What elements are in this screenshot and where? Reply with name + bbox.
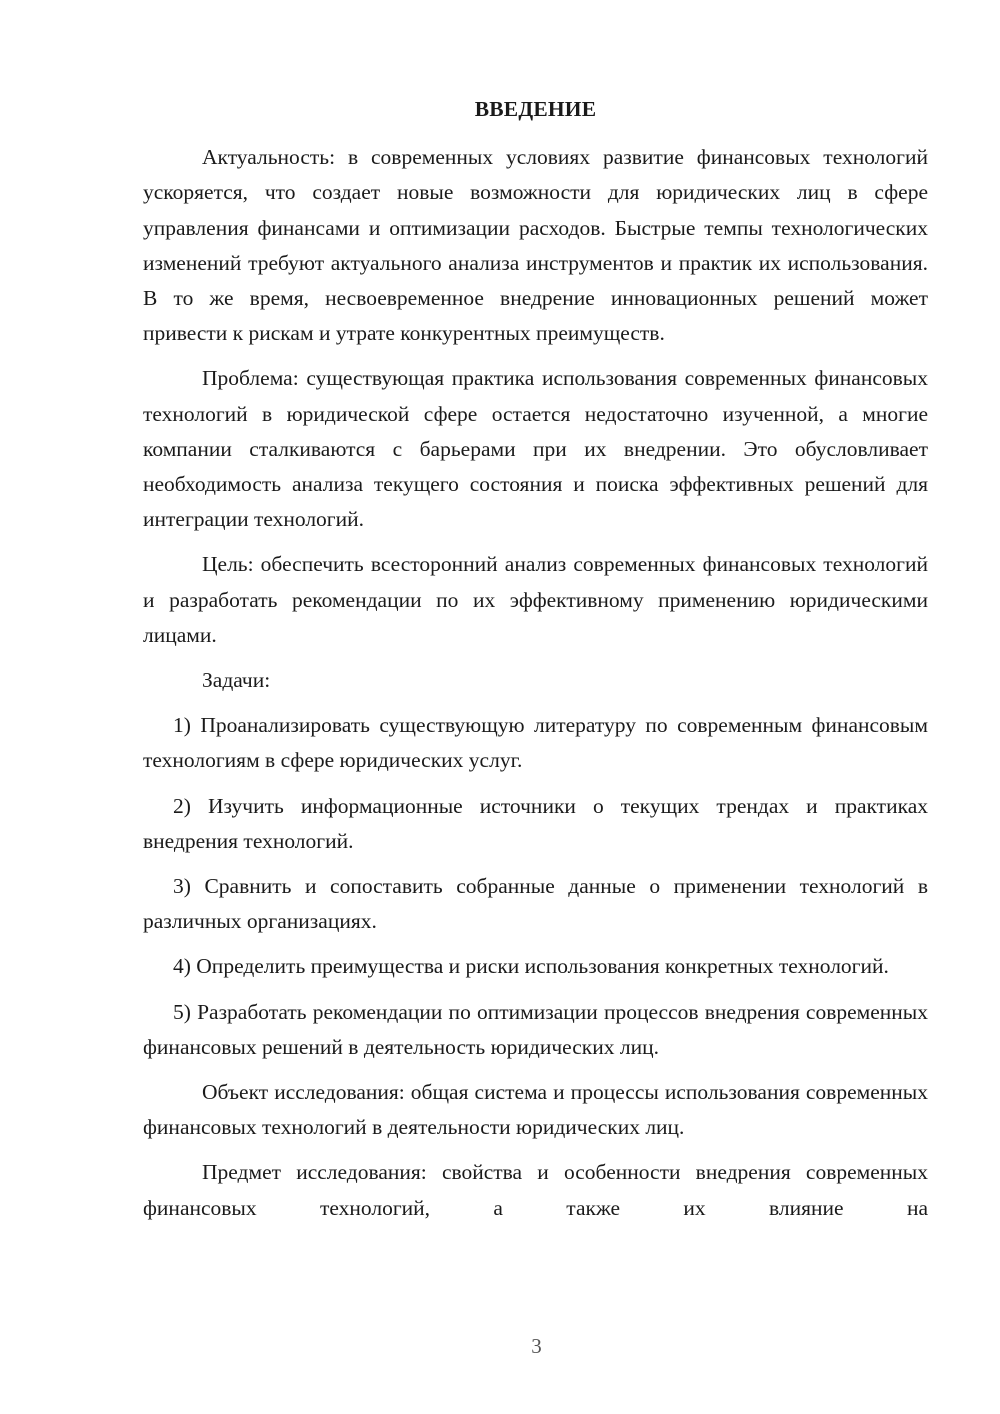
goal-paragraph: Цель: обеспечить всесторонний анализ современных финансовых технологий и разработать рекомендации по их эффективному применению юридическими лицами. xyxy=(143,552,928,647)
problem-paragraph: Проблема: существующая практика использования современных финансовых технологий в юридической сфере остается недостаточно изученной, а многие компании сталкиваются с барьерами при их внедрении. Это обусловливает необходимость анализа текущего состояния и поиска эффективных решений для интеграции технологий. xyxy=(143,366,928,532)
task-item: 4) Определить преимущества и риски использования конкретных технологий. xyxy=(173,954,889,979)
relevance-paragraph: Актуальность: в современных условиях развитие финансовых технологий ускоряется, что создает новые возможности для юридических лиц в сфере управления финансами и оптимизации расходов. Быстрые темпы технологических изменений требуют актуального анализа инструментов и практик их использования. В то же время, несвоевременное внедрение инновационных решений может привести к рискам и утрате конкурентных преимуществ. xyxy=(143,145,928,346)
page-number: 3 xyxy=(531,1334,542,1358)
task-item: 2) Изучить информационные источники о текущих трендах и практиках внедрения технологий. xyxy=(143,793,928,853)
section-title: ВВЕДЕНИЕ xyxy=(474,97,597,121)
subject-paragraph: Предмет исследования: свойства и особенности внедрения современных финансовых технологий, а также их влияние на xyxy=(143,1160,928,1220)
tasks-label: Задачи: xyxy=(202,668,271,693)
task-item: 5) Разработать рекомендации по оптимизации процессов внедрения современных финансовых решений в деятельность юридических лиц. xyxy=(143,999,928,1059)
object-paragraph: Объект исследования: общая система и процессы использования современных финансовых технологий в деятельности юридических лиц. xyxy=(143,1080,928,1140)
task-item: 3) Сравнить и сопоставить собранные данные о применении технологий в различных организациях. xyxy=(143,874,928,934)
document-page xyxy=(143,92,928,1236)
task-item: 1) Проанализировать существующую литературу по современным финансовым технологиям в сфере юридических услуг. xyxy=(143,713,928,773)
